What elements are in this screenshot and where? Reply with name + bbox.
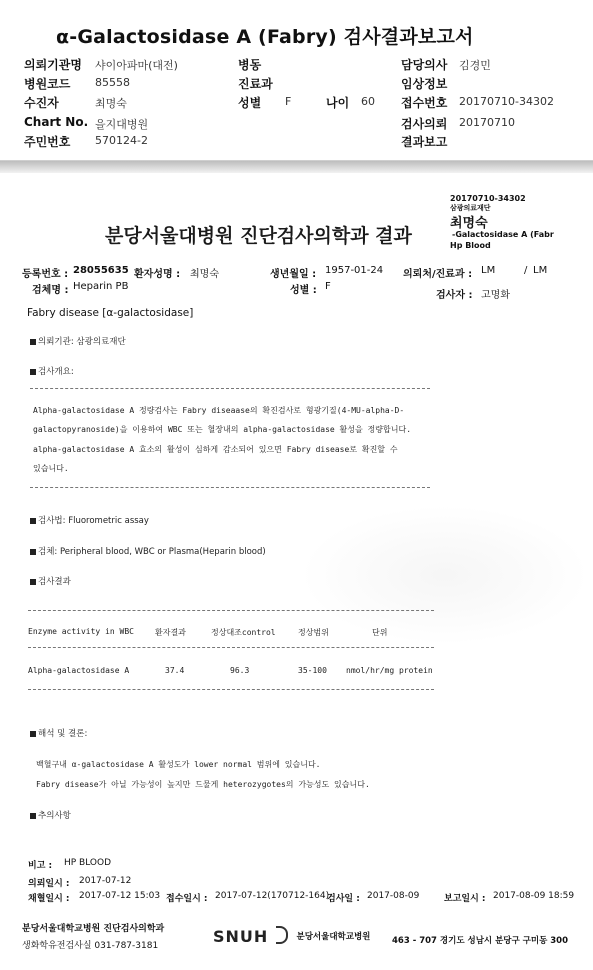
result-patient-value: 37.4	[165, 666, 185, 675]
interpretation-label-text: 해석 및 결론:	[38, 729, 88, 739]
institution-line	[30, 335, 126, 347]
label-resident-no: 주민번호	[24, 135, 71, 149]
value-receipt-no: 20170710-34302	[459, 95, 554, 108]
value-sex: F	[285, 95, 292, 108]
dashed-divider	[28, 689, 434, 690]
specimen-line	[30, 545, 266, 557]
label-doctor: 담당의사	[401, 58, 448, 72]
value-institution: 샤이아파마(대전)	[95, 59, 178, 72]
label-result-report: 결과보고	[401, 135, 448, 149]
bullet-icon	[30, 339, 36, 345]
overview-label	[30, 365, 74, 377]
value-chart-no: 을지대병원	[95, 118, 149, 131]
value-hospital-code: 85558	[95, 76, 130, 89]
result-test-name: Alpha-galactosidase A	[28, 666, 130, 675]
bullet-icon	[30, 813, 36, 819]
interpretation-line-2: Fabry disease가 아닐 가능성이 높지만 드물게 heterozygotes의 가능성도 있습니다.	[36, 780, 370, 789]
label-clinical-info: 임상정보	[401, 77, 448, 91]
value-patient: 최명숙	[95, 97, 127, 110]
label-test-request: 검사의뢰	[401, 117, 448, 131]
label-dob: 생년월일 :	[270, 269, 317, 280]
label-ward: 병동	[238, 58, 262, 72]
dashed-divider	[28, 610, 434, 611]
label-doc-sex: 성별 :	[290, 285, 317, 296]
label-institution: 의뢰기관명	[24, 58, 82, 72]
dashed-divider	[30, 487, 430, 488]
results-header-patient: 환자결과	[155, 628, 186, 637]
value-test-request: 20170710	[459, 116, 515, 129]
dashed-divider	[28, 647, 434, 648]
section-title: Fabry disease [α-galactosidase]	[27, 307, 194, 319]
label-collect-date: 채혈일시 :	[28, 894, 70, 904]
footer-lab: 생화학유전검사실 031-787-3181	[22, 941, 159, 951]
value-doctor: 김경민	[459, 59, 491, 72]
bullet-icon	[30, 369, 36, 375]
watermark	[300, 505, 590, 645]
value-test-date: 2017-08-09	[367, 891, 420, 901]
result-control-value: 96.3	[230, 666, 250, 675]
overview-line-3: alpha-galactosidase A 효소의 활성이 심하게 감소되어 있으면 Fabry disease로 확진할 수	[33, 445, 398, 454]
value-report-date: 2017-08-09 18:59	[493, 891, 575, 901]
dashed-divider	[30, 388, 430, 389]
label-receive-date: 접수일시 :	[166, 894, 208, 904]
specimen-text: 검체: Peripheral blood, WBC or Plasma(Heparin blood)	[38, 547, 266, 557]
label-patient-name: 환자성명 :	[134, 269, 181, 280]
bullet-icon	[30, 731, 36, 737]
overview-label-text: 검사개요:	[38, 367, 74, 377]
value-receive-date: 2017-07-12(170712-164)	[215, 891, 330, 901]
label-department: 진료과	[238, 77, 273, 91]
value-remark: HP BLOOD	[64, 858, 112, 868]
value-request-date: 2017-07-12	[79, 876, 132, 886]
hospital-logo	[213, 926, 370, 946]
results-label	[30, 575, 71, 587]
value-doc-sex: F	[325, 281, 331, 292]
label-reg-no: 등록번호 :	[22, 269, 69, 280]
value-specimen: Heparin PB	[73, 281, 129, 292]
label-specimen: 검체명 :	[32, 285, 69, 296]
results-header-unit: 단위	[372, 628, 388, 637]
label-tester: 검사자 :	[436, 290, 473, 301]
method-line	[30, 514, 149, 526]
stamp-name: 최명숙	[450, 216, 488, 231]
label-remark: 비고 :	[28, 861, 53, 871]
bullet-icon	[30, 579, 36, 585]
logo-emblem-icon	[276, 926, 288, 944]
overview-line-1: Alpha-galactosidase A 정량검사는 Fabry diseaase의 확진검사로 형광기질(4-MU-alpha-D-	[33, 406, 405, 415]
bullet-icon	[30, 549, 36, 555]
interpretation-label	[30, 727, 87, 739]
stamp-receipt: 20170710-34302	[450, 194, 526, 203]
value-dob: 1957-01-24	[325, 265, 384, 276]
value-reg-no: 28055635	[73, 265, 129, 276]
results-label-text: 검사결과	[38, 577, 71, 587]
institution-text: 의뢰기관: 삼광의료재단	[38, 337, 126, 347]
label-request-date: 의뢰일시 :	[28, 879, 70, 889]
followup-label-text: 추의사항	[38, 811, 71, 821]
report-title: α-Galactosidase A (Fabry) 검사결과보고서	[56, 26, 474, 48]
logo-text: SNUH	[213, 927, 269, 946]
label-sex: 성별	[238, 96, 262, 110]
result-unit: nmol/hr/mg protein	[346, 666, 433, 675]
label-patient: 수진자	[24, 96, 59, 110]
results-header-range: 정상범위	[298, 628, 329, 637]
referrer-separator: /	[524, 265, 528, 276]
label-report-date: 보고일시 :	[444, 894, 486, 904]
value-department: LM	[533, 265, 548, 276]
result-normal-range: 35-100	[298, 666, 327, 675]
label-chart-no: Chart No.	[24, 115, 89, 129]
value-age: 60	[361, 95, 375, 108]
results-header-control: 정상대조control	[211, 628, 276, 637]
page-shadow	[0, 161, 593, 173]
overview-line-4: 있습니다.	[33, 464, 69, 473]
followup-label	[30, 809, 71, 821]
stamp-specimen: Hp Blood	[450, 241, 491, 250]
label-receipt-no: 접수번호	[401, 96, 448, 110]
results-header-test: Enzyme activity in WBC	[28, 627, 134, 636]
label-referrer: 의뢰처/진료과 :	[403, 269, 473, 280]
doc-title: 분당서울대병원 진단검사의학과 결과	[105, 225, 412, 247]
interpretation-line-1: 백혈구내 α-galactosidase A 활성도가 lower normal 범위에 있습니다.	[36, 760, 321, 769]
value-tester: 고명화	[481, 290, 510, 301]
overview-line-2: galactopyranoside)을 이용하여 WBC 또는 혈장내의 alpha-galactosidase 활성을 정량합니다.	[33, 425, 412, 434]
method-text: 검사법: Fluorometric assay	[38, 516, 149, 526]
value-referrer: LM	[481, 265, 496, 276]
label-test-date: 검사일 :	[327, 894, 360, 904]
label-hospital-code: 병원코드	[24, 77, 71, 91]
value-resident-no: 570124-2	[95, 134, 148, 147]
footer-department: 분당서울대학교병원 진단검사의학과	[22, 924, 165, 934]
value-collect-date: 2017-07-12 15:03	[79, 891, 161, 901]
stamp-test: -Galactosidase A (Fabr	[452, 230, 554, 239]
footer-address: 463 - 707 경기도 성남시 분당구 구미동 300	[392, 936, 569, 946]
bullet-icon	[30, 518, 36, 524]
logo-subtitle: 분당서울대학교병원	[296, 932, 371, 942]
value-patient-name: 최명숙	[190, 269, 219, 280]
stamp-lab: 삼광의료재단	[450, 204, 491, 212]
label-age: 나이	[326, 96, 350, 110]
